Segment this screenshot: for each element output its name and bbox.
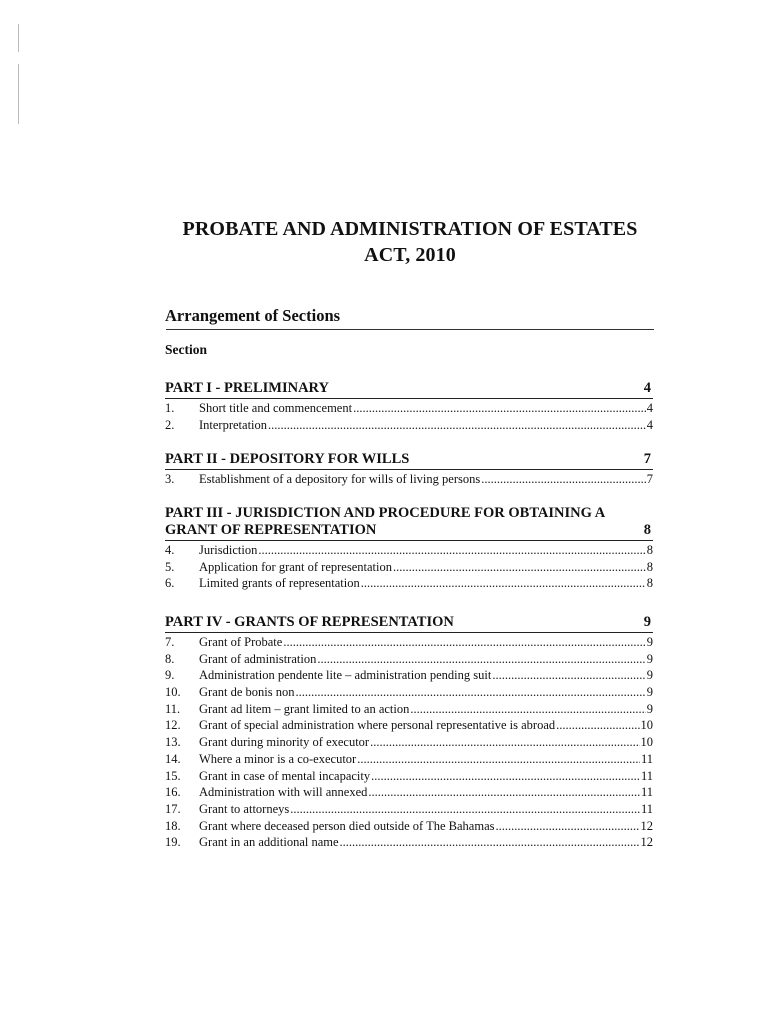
part-page-number: 7 [643,451,651,467]
entry-number: 5. [165,559,175,574]
toc-entry[interactable] [165,751,653,768]
entry-title: Establishment of a depository for wills of living persons [199,472,481,486]
dot-leader [481,471,646,488]
entry-number: 16. [165,785,181,800]
entry-number: 14. [165,751,181,766]
toc-entry[interactable] [165,684,653,701]
entry-title: Limited grants of representation [199,576,360,591]
entry-number: 17. [165,801,181,816]
part-page-number: 4 [643,380,651,396]
part-heading [165,451,653,470]
dot-leader [370,734,639,751]
part-block [165,505,653,592]
entry-page: 9 [646,668,653,683]
dot-leader [283,634,645,651]
part-title: PART II - DEPOSITORY FOR WILLS [165,451,410,467]
part-title: PART IV - GRANTS OF REPRESENTATION [165,614,454,630]
dot-leader [556,717,639,734]
entry-page: 8 [646,543,653,557]
entry-page: 11 [640,768,653,783]
entry-page: 11 [640,751,653,766]
toc-entry[interactable] [165,651,653,668]
entry-page: 11 [640,801,653,816]
scan-artifact [18,24,19,52]
document-title-line2: ACT, 2010 [364,244,456,266]
entry-page: 8 [646,576,653,591]
toc-entry[interactable] [165,634,653,651]
entry-number: 18. [165,818,181,833]
part-heading [165,380,653,399]
toc-entry[interactable] [165,417,653,434]
part-heading [165,505,653,541]
entry-page: 8 [646,559,653,574]
entry-page: 9 [646,685,653,700]
entry-number: 6. [165,576,175,591]
section-column-label: Section [165,342,207,357]
entry-title: Jurisdiction [199,543,258,557]
part-heading [165,614,653,633]
scan-artifact [18,64,19,124]
entry-number: 8. [165,651,175,666]
entry-title: Grant ad litem – grant limited to an action [199,701,410,716]
entry-title: Where a minor is a co-executor [199,751,357,766]
entry-title: Grant in an additional name [199,835,339,850]
part-block [165,614,653,851]
entry-number: 3. [165,472,175,486]
entry-title: Application for grant of representation [199,559,392,574]
entry-number: 13. [165,735,181,750]
entry-number: 1. [165,401,175,415]
dot-leader [340,834,640,851]
entry-number: 4. [165,543,175,557]
part-title [165,505,631,539]
entry-number: 15. [165,768,181,783]
dot-leader [258,542,645,559]
part-title-line1: PART III - JURISDICTION AND PROCEDURE FOR OBTAINING A [165,505,606,521]
entry-page: 4 [646,417,653,432]
entry-page: 9 [646,701,653,716]
entry-title: Interpretation [199,417,268,432]
toc-entry[interactable] [165,768,653,785]
toc-entry[interactable] [165,701,653,718]
entry-page: 4 [646,401,653,415]
entry-title: Grant of special administration where personal representative is abroad [199,718,556,733]
dot-leader [371,768,640,785]
part-page-number: 8 [643,522,651,538]
dot-leader [368,784,640,801]
dot-leader [317,651,645,668]
arrangement-heading: Arrangement of Sections [165,306,341,325]
dot-leader [290,801,640,818]
entry-number: 7. [165,635,175,649]
entry-title: Grant in case of mental incapacity [199,768,371,783]
toc-entry[interactable] [165,834,653,851]
entry-title: Grant of Probate [199,635,283,649]
entry-number: 10. [165,685,181,700]
toc-entry[interactable] [165,734,653,751]
entry-title: Grant de bonis non [199,685,295,700]
entry-number: 12. [165,718,181,733]
entry-page: 10 [640,718,653,733]
toc-entry[interactable] [165,471,653,488]
part-block [165,380,653,433]
entry-page: 12 [640,818,653,833]
part-page-number: 9 [643,614,651,630]
toc-entry[interactable] [165,575,653,592]
document-title-line1: PROBATE AND ADMINISTRATION OF ESTATES [182,218,638,240]
heading-rule [166,329,654,330]
dot-leader [492,667,645,684]
entry-title: Administration pendente lite – administration pending suit [199,668,492,683]
toc-entry[interactable] [165,717,653,734]
dot-leader [361,575,646,592]
dot-leader [393,559,646,576]
entry-page: 11 [640,785,653,800]
toc-entry[interactable] [165,400,653,417]
part-block [165,451,653,488]
entry-number: 19. [165,835,181,850]
entry-title: Grant where deceased person died outside of The Bahamas [199,818,495,833]
entry-title: Grant to attorneys [199,801,290,816]
entry-page: 10 [640,735,653,750]
toc-entry[interactable] [165,818,653,835]
part-title-line2: GRANT OF REPRESENTATION [165,522,377,538]
entry-number: 11. [165,701,181,716]
entry-page: 9 [646,651,653,666]
entry-page: 7 [646,472,653,486]
entry-title: Administration with will annexed [199,785,368,800]
dot-leader [353,400,646,417]
dot-leader [496,818,640,835]
entry-number: 9. [165,668,175,683]
entry-page: 12 [640,835,653,850]
toc-entry[interactable] [165,801,653,818]
entry-number: 2. [165,417,175,432]
toc-entry[interactable] [165,542,653,559]
dot-leader [268,417,646,434]
dot-leader [295,684,645,701]
toc-entry[interactable] [165,784,653,801]
toc-entry[interactable] [165,667,653,684]
entry-title: Short title and commencement [199,401,353,415]
entry-title: Grant of administration [199,651,317,666]
toc-entry[interactable] [165,559,653,576]
part-title: PART I - PRELIMINARY [165,380,329,396]
dot-leader [357,751,640,768]
entry-title: Grant during minority of executor [199,735,370,750]
dot-leader [410,701,645,718]
entry-page: 9 [646,635,653,649]
